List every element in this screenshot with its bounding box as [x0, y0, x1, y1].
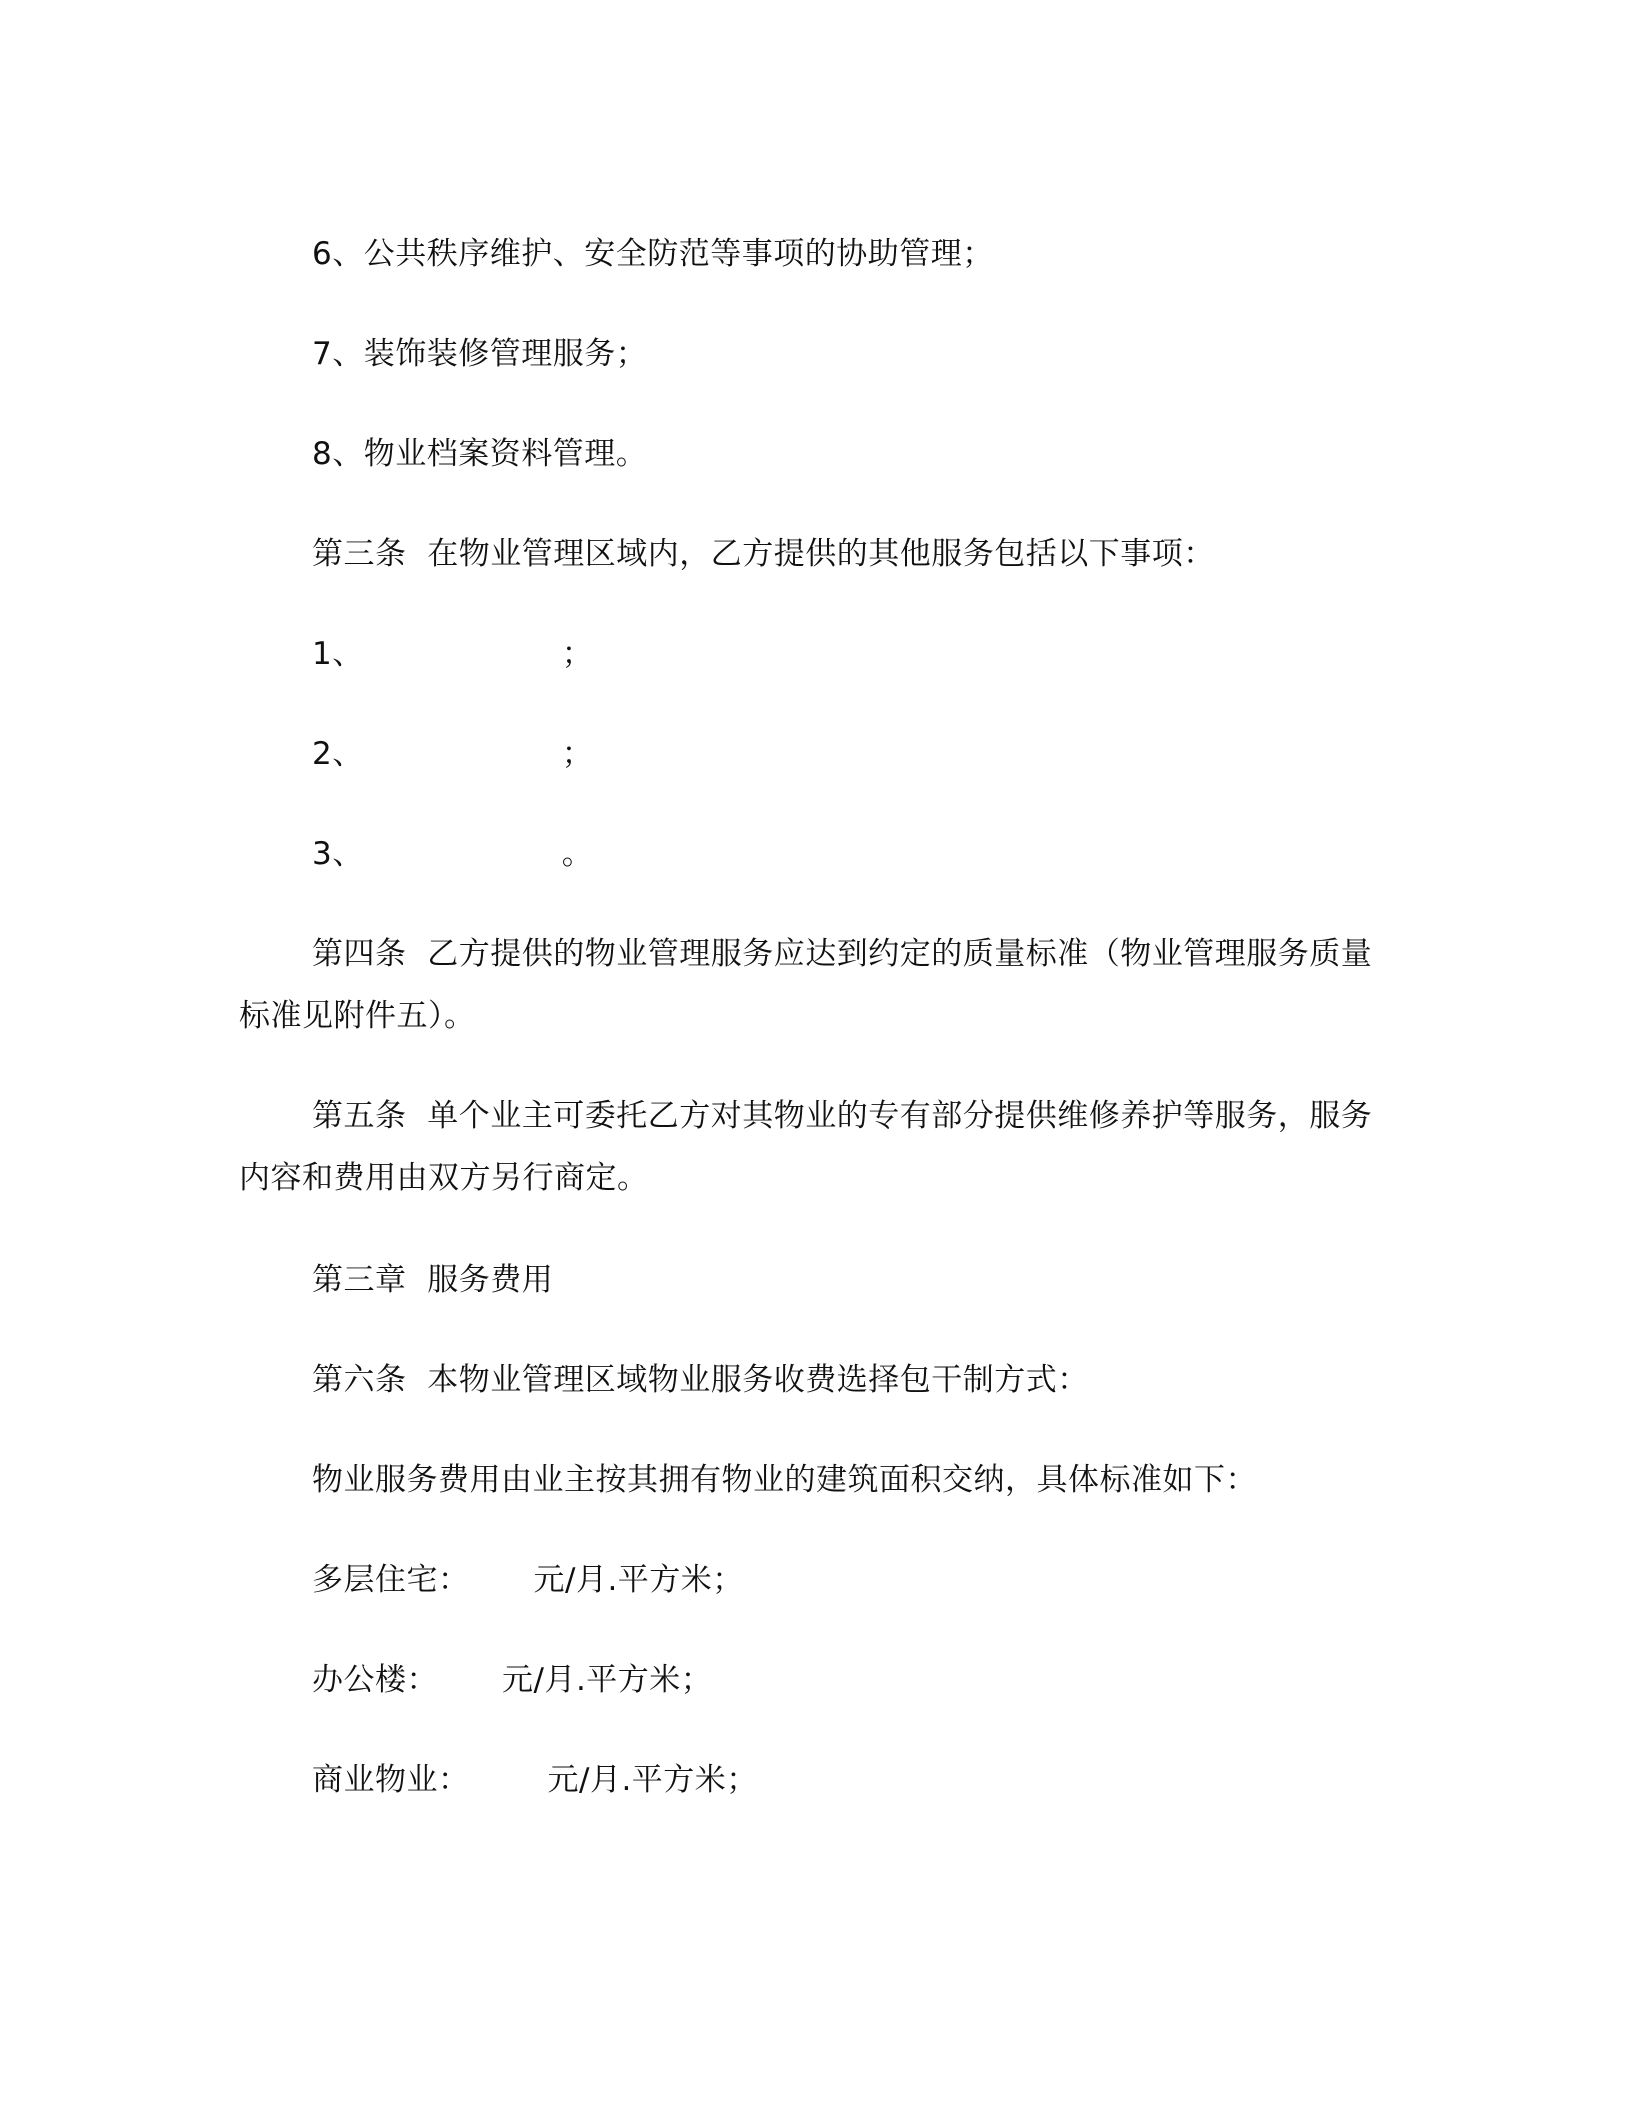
article-3-text: 第三条 在物业管理区域内，乙方提供的其他服务包括以下事项：	[312, 536, 1215, 572]
article-4-line-1: 第四条 乙方提供的物业管理服务应达到约定的质量标准（物业管理服务质量	[312, 936, 1373, 972]
fee-intro: 物业服务费用由业主按其拥有物业的建筑面积交纳，具体标准如下：	[312, 1462, 1257, 1498]
article-4-line-2: 标准见附件五）。	[239, 998, 476, 1034]
article-5-line-2: 内容和费用由双方另行商定。	[239, 1160, 649, 1196]
item-end-punctuation: ；	[561, 736, 594, 772]
list-item-8: 8、物业档案资料管理。	[312, 436, 648, 472]
fee-unit: 元/月.平方米；	[533, 1562, 744, 1598]
item-end-punctuation: ；	[561, 636, 594, 672]
fee-row-residential	[312, 1560, 744, 1600]
fee-label: 多层住宅：	[312, 1562, 470, 1598]
article-3-item-3	[312, 834, 593, 874]
fee-label: 办公楼：	[312, 1662, 438, 1698]
fee-row-office	[312, 1660, 712, 1700]
item-number: 2、	[312, 736, 364, 772]
fee-label: 商业物业：	[312, 1762, 470, 1798]
list-item-7: 7、装饰装修管理服务；	[312, 336, 648, 372]
item-number: 1、	[312, 636, 364, 672]
article-3-item-2	[312, 734, 593, 774]
article-6-text: 第六条 本物业管理区域物业服务收费选择包干制方式：	[312, 1362, 1089, 1398]
article-5-line-1: 第五条 单个业主可委托乙方对其物业的专有部分提供维修养护等服务，服务	[312, 1098, 1373, 1134]
fee-row-commercial	[312, 1760, 758, 1800]
article-3-item-1	[312, 634, 593, 674]
fee-unit: 元/月.平方米；	[502, 1662, 713, 1698]
list-item-6: 6、公共秩序维护、安全防范等事项的协助管理；	[312, 236, 994, 272]
chapter-3-heading: 第三章 服务费用	[312, 1262, 554, 1298]
item-end-punctuation: 。	[561, 836, 594, 872]
item-number: 3、	[312, 836, 364, 872]
fee-unit: 元/月.平方米；	[547, 1762, 758, 1798]
